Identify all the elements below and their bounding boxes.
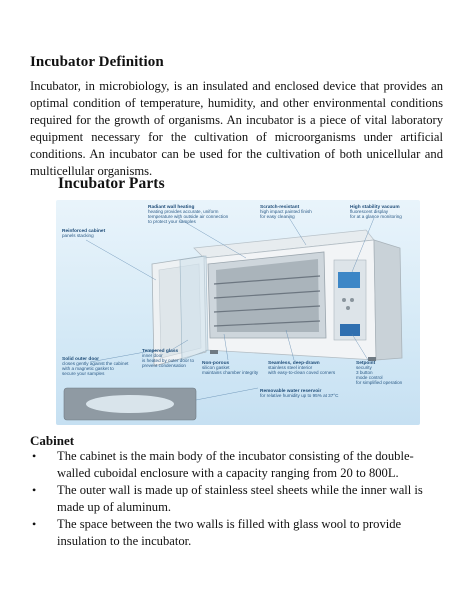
chamber-interior xyxy=(216,259,319,332)
svg-text:Tempered glass: Tempered glass xyxy=(142,349,179,354)
svg-text:stainless steel interior: stainless steel interior xyxy=(268,365,313,370)
tempered-glass-inner-door xyxy=(180,256,208,360)
svg-text:Non-porous: Non-porous xyxy=(202,361,230,366)
bullet-icon: • xyxy=(32,517,37,531)
bullet-text: The outer wall is made up of stainless steel sheets while the inner wall is made up of aluminum. xyxy=(57,483,423,514)
vacuum-fluorescent-display xyxy=(338,272,360,288)
svg-text:security: security xyxy=(356,365,372,370)
cabinet-heading: Cabinet xyxy=(30,433,75,448)
label-vacuum-display xyxy=(350,204,402,219)
list-item xyxy=(30,448,443,482)
label-reinforced-cabinet xyxy=(62,228,106,238)
svg-text:3 button: 3 button xyxy=(356,370,373,375)
label-title: Radiant wall heating xyxy=(148,205,195,210)
foot-left xyxy=(210,350,218,354)
svg-text:Reinforced cabinet: Reinforced cabinet xyxy=(62,229,106,234)
svg-text:mode control: mode control xyxy=(356,375,383,380)
svg-text:heating provides accurate, uni: heating provides accurate, uniform xyxy=(148,209,219,214)
control-button-3 xyxy=(346,306,350,310)
bullet-text: The cabinet is the main body of the incubator consisting of the double-walled cuboidal enclosure with a capacity ranging from 20 to 800L. xyxy=(57,449,414,480)
label-setpoint-security xyxy=(356,360,403,385)
list-item xyxy=(30,482,443,516)
incubator-parts-figure xyxy=(56,200,420,425)
svg-text:is heated by outer door to: is heated by outer door to xyxy=(142,358,195,363)
svg-text:fluorescent display: fluorescent display xyxy=(350,209,389,214)
parts-heading: Incubator Parts xyxy=(58,175,165,192)
label-silicon-gasket xyxy=(202,360,259,375)
svg-text:inner door: inner door xyxy=(142,353,163,358)
svg-text:with a magnetic gasket to: with a magnetic gasket to xyxy=(62,366,114,371)
svg-text:High stability vacuum: High stability vacuum xyxy=(350,205,400,210)
bullet-icon: • xyxy=(32,449,37,463)
svg-text:Setpoint: Setpoint xyxy=(356,361,376,366)
label-solid-outer-door xyxy=(62,356,129,376)
svg-text:silicon gasket: silicon gasket xyxy=(202,365,230,370)
svg-text:with easy-to-clean coved corne: with easy-to-clean coved corners xyxy=(268,370,336,375)
label-stainless-interior xyxy=(268,360,336,375)
control-button-2 xyxy=(350,298,354,302)
label-water-reservoir xyxy=(260,388,339,398)
svg-text:Solid outer door: Solid outer door xyxy=(62,357,100,362)
svg-text:maintains chamber integrity: maintains chamber integrity xyxy=(202,370,259,375)
incubator-illustration xyxy=(56,200,420,425)
label-radiant-wall-heating xyxy=(148,204,229,224)
control-button-1 xyxy=(342,298,346,302)
svg-text:for simplified operation: for simplified operation xyxy=(356,380,403,385)
setpoint-panel xyxy=(340,324,360,336)
svg-text:temperature with outside air c: temperature with outside air connection xyxy=(148,214,229,219)
svg-text:secure your samples: secure your samples xyxy=(62,371,105,376)
svg-text:to protect your samples: to protect your samples xyxy=(148,219,196,224)
definition-paragraph: Incubator, in microbiology, is an insulated and enclosed device that provides an optimal condition of temperature, humidity, and other environmental conditions required for the growth of organisms. An incubator is a piece of vital laboratory equipment necessary for the cultivation of microorganisms under artificial conditions. An incubator can be used for the cultivation of both unicellular and multicellular organisms. xyxy=(30,79,443,178)
cabinet-bullet-list xyxy=(30,448,443,550)
bullet-icon: • xyxy=(32,483,37,497)
svg-text:Scratch-resistant: Scratch-resistant xyxy=(260,205,300,210)
svg-text:Seamless, deep-drawn: Seamless, deep-drawn xyxy=(268,361,320,366)
svg-text:for relative humidity up to 95: for relative humidity up to 95% at 37°C xyxy=(260,393,339,398)
list-item xyxy=(30,516,443,550)
svg-text:prevent condensation: prevent condensation xyxy=(142,363,186,368)
svg-text:panels stacking: panels stacking xyxy=(62,233,94,238)
svg-text:closes gently against the cabi: closes gently against the cabinet xyxy=(62,361,129,366)
label-scratch-resistant xyxy=(260,204,312,219)
svg-text:Removable water reservoir: Removable water reservoir xyxy=(260,389,322,394)
water-reservoir-tray xyxy=(86,395,174,413)
bullet-text: The space between the two walls is filled with glass wool to provide insulation to the incubator. xyxy=(57,517,402,548)
definition-heading: Incubator Definition xyxy=(30,54,164,70)
svg-text:for easy cleaning: for easy cleaning xyxy=(260,214,295,219)
svg-text:high impact painted finish: high impact painted finish xyxy=(260,209,312,214)
cabinet-side xyxy=(374,240,402,360)
svg-text:for at a glance monitoring: for at a glance monitoring xyxy=(350,214,402,219)
